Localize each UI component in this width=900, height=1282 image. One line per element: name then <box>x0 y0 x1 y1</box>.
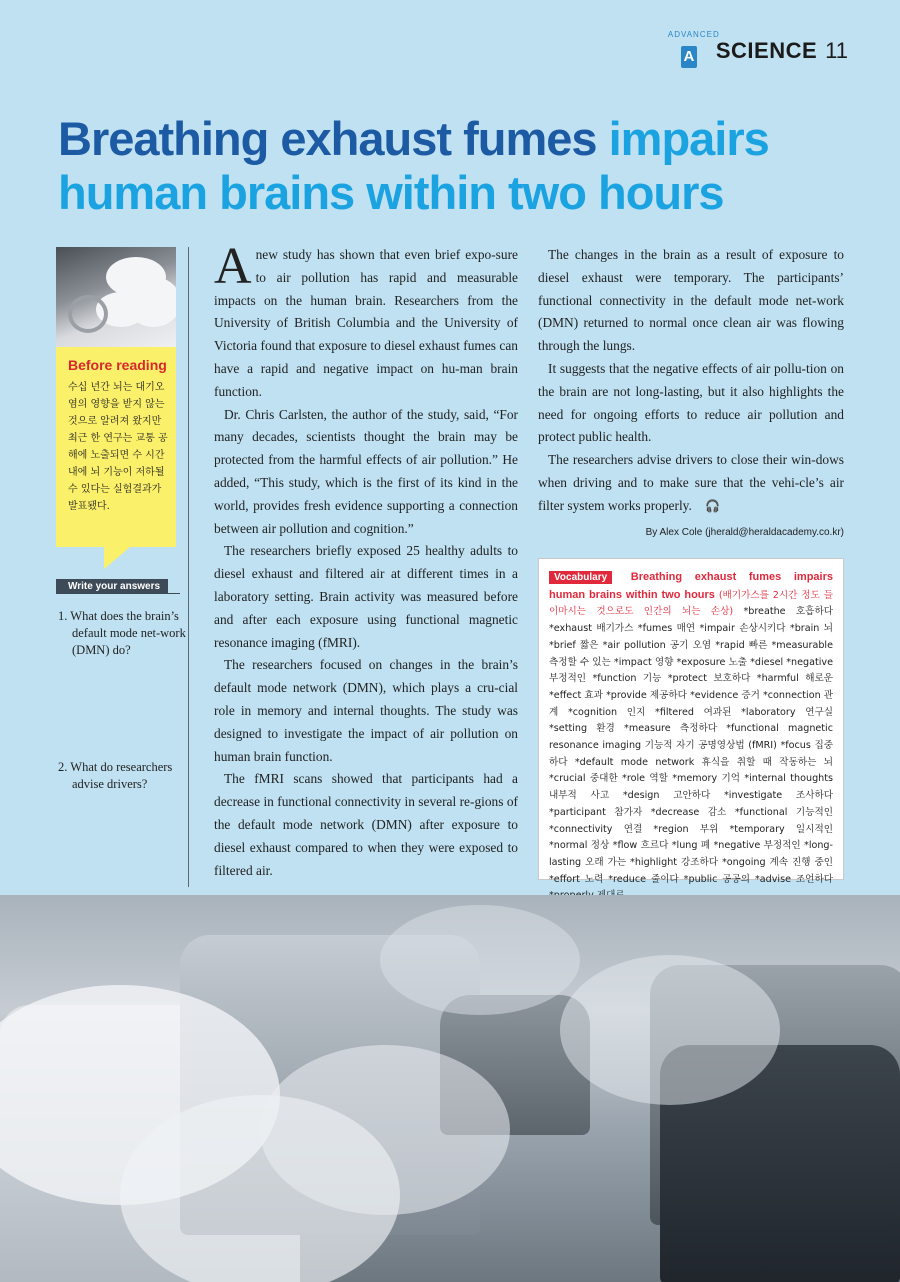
article-paragraph-7: It suggests that the negative effects of air pollu-tion on the brain are not long-lasting, but it also highlights the need for ongoing efforts to reduce air pollution and protect public health. <box>538 360 844 445</box>
byline: By Alex Cole (jherald@heraldacademy.co.kr) <box>645 526 844 538</box>
badge-arc-text: ADVANCED <box>667 30 720 39</box>
question-2: 2. What do researchers advise drivers? <box>58 760 173 791</box>
write-answers-label: Write your answers <box>56 579 168 594</box>
article-column-2 <box>538 244 844 544</box>
article-paragraph-1: Anew study has shown that even brief expo-sure to air pollution has rapid and measurable impacts on the human brain. Researchers from the University of British Columbia and the University of Victoria found that exposure to diesel exhaust fumes can have a rapid and negative impact on hu-man brain function. <box>214 238 518 399</box>
article-paragraph-8: The researchers advise drivers to close their win-dows when driving and to make sure that the vehi-cle’s air filter system works properly. 🎧 <box>538 449 844 517</box>
sidebar <box>56 247 189 887</box>
vocabulary-headline-translation: (배기가스를 2시간 정도 들이마시는 것으로도 인간의 뇌는 손상) <box>549 589 833 618</box>
vocabulary-list: *breathe 호흡하다 *exhaust 배기가스 *fumes 매연 *impair 손상시키다 *brain 뇌 *brief 짧은 *air pollution 공기 오염 *rapid 빠른 *measurable 측정할 수 있는 *impact 영향 *exposure 노출 *diesel *negative 부정적인 *function 기능 *protect 보호하다 *harmful 해로운 *effect 효과 *provide 제공하다 *evidence 증거 *connection 관계 *cognition 인지 *filtered 여과된 *laboratory 연구실 *setting 환경 *measure 측정하다 *functional magnetic resonance imaging 기능적 자기 공명영상법 (fMRI) *focus 집중하다 *default mode network 휴식을 취할 때 작동하는 뇌 *crucial 중대한 *role 역할 *memory 기억 *internal thoughts 내부적 사고 *design 고안하다 *investigate 조사하다 *participant 참가자 *decrease 감소 *functional 기능적인 *connectivity 연결 *region 부위 *temporary 일시적인 *normal 정상 *flow 흐르다 *lung 폐 *negative 부정적인 *long-lasting 오래 가는 *highlight 강조하다 *ongoing 계속 진행 중인 *effort 노력 *reduce 줄이다 *public 공공의 *advise 조언하다 <box>549 606 833 885</box>
advanced-badge-icon <box>667 30 720 72</box>
speech-bubble-tail <box>104 547 130 569</box>
section-label: SCIENCE <box>715 38 818 63</box>
article-paragraph-4: The researchers focused on changes in the brain’s default mode network (DMN), which plays a cru-cial role in memory and internal thoughts. The study was designed to investigate the impact of air pollution on human brain function. <box>214 657 518 764</box>
article-column-1 <box>214 238 518 882</box>
article-paragraph-5: The fMRI scans showed that participants had a decrease in functional connectivity in several re-gions of the default mode network (DMN) after exposure to diesel exhaust compared to when they were exposed to filtered air. <box>214 771 518 878</box>
drop-cap: A <box>214 238 252 295</box>
headphone-icon[interactable]: 🎧 <box>705 498 721 513</box>
badge-letter: A <box>681 46 697 68</box>
article-paragraph-3: The researchers briefly exposed 25 healthy adults to diesel exhaust and filtered air at different times in a laboratory setting. Brain activity was measured before and after each exposure using functional magnetic resonance imaging (fMRI). <box>214 543 518 650</box>
article-paragraph-6: The changes in the brain as a result of exposure to diesel exhaust were temporary. The participants’ functional connectivity in the default mode net-work (DMN) returned to normal once clean air was flowing through the lungs. <box>538 247 844 354</box>
vocabulary-box <box>538 558 844 885</box>
title-line-two: human brains within two hours <box>58 166 724 219</box>
before-reading-title: Before reading <box>68 357 167 373</box>
traffic-exhaust-photo <box>0 895 900 1282</box>
before-reading-box <box>56 347 176 547</box>
article-title <box>58 112 858 220</box>
page-header <box>668 30 848 72</box>
title-part-dark: Breathing exhaust fumes <box>58 112 597 165</box>
title-part-light: impairs <box>608 112 769 165</box>
before-reading-text: 수십 년간 뇌는 대기오염의 영향을 받지 않는 것으로 알려져 왔지만 최근 한 연구는 교통 공해에 노출되면 수 시간 내에 뇌 기능이 저하될 수 있다는 실험결과가 발표됐다. <box>68 382 168 512</box>
article-paragraph-2: Dr. Chris Carlsten, the author of the study, said, “For many decades, scientists thought the brain may be protected from the harmful effects of air pollution.” He added, “This study, which is the first of its kind in the world, provides fresh evidence supporting a connection between air pollution and cognition.” <box>214 406 518 536</box>
exhaust-pipe-image <box>56 247 176 347</box>
question-1: 1. What does the brain’s default mode net-work (DMN) do? <box>58 609 186 657</box>
page-number: 11 <box>825 38 848 63</box>
vocabulary-headline: Breathing exhaust fumes impairs human brains within two hours <box>549 571 833 601</box>
vocabulary-tag: Vocabulary <box>549 571 612 584</box>
